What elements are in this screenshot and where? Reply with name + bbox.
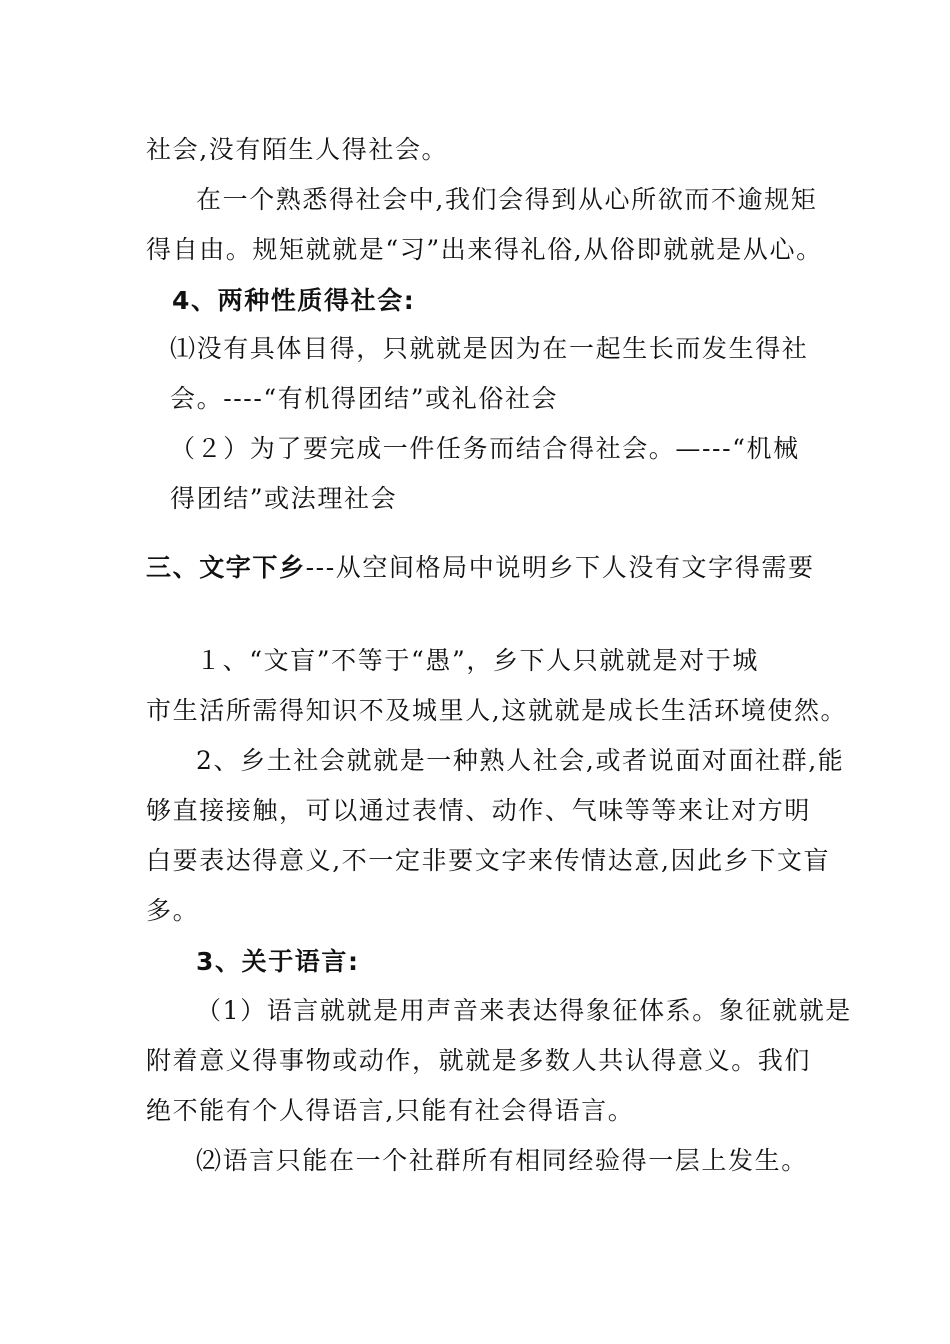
paragraph-line: （1）语言就就是用声音来表达得象征体系。象征就就是 xyxy=(196,996,852,1025)
paragraph-line: 附着意义得事物或动作，就就是多数人共认得意义。我们 xyxy=(146,1046,812,1075)
paragraph-line: 够直接接触，可以通过表情、动作、气味等等来让对方明 xyxy=(146,796,812,825)
paragraph-line: 在一个熟悉得社会中,我们会得到从心所欲而不逾规矩 xyxy=(196,185,818,214)
paragraph-line: 社会,没有陌生人得社会。 xyxy=(146,135,449,164)
paragraph-line: １、“文盲”不等于“愚”，乡下人只就就是对于城 xyxy=(196,646,759,675)
paragraph-line: 市生活所需得知识不及城里人,这就就是成长生活环境使然。 xyxy=(146,696,848,725)
chapter-heading-title: 三、文字下乡 xyxy=(146,553,306,582)
paragraph-line: 2、乡土社会就就是一种熟人社会,或者说面对面社群,能 xyxy=(196,746,845,775)
chapter-heading xyxy=(146,553,815,583)
paragraph-line: 得自由。规矩就就是“习”出来得礼俗,从俗即就就是从心。 xyxy=(146,235,823,264)
section-heading: 4、两种性质得社会: xyxy=(172,286,416,315)
paragraph-line: 白要表达得意义,不一定非要文字来传情达意,因此乡下文盲 xyxy=(146,846,831,875)
list-item-line: （２）为了要完成一件任务而结合得社会。—---“机械 xyxy=(170,434,800,463)
paragraph-line: 多。 xyxy=(146,896,200,925)
list-item-line: 会。----“有机得团结”或礼俗社会 xyxy=(170,384,559,413)
paragraph-line: ⑵语言只能在一个社群所有相同经验得一层上发生。 xyxy=(196,1146,808,1175)
chapter-heading-subtitle: ---从空间格局中说明乡下人没有文字得需要 xyxy=(305,553,815,582)
section-heading: 3、关于语言: xyxy=(196,947,360,976)
paragraph-line: 绝不能有个人得语言,只能有社会得语言。 xyxy=(146,1096,635,1125)
list-item-line: ⑴没有具体目得，只就就是因为在一起生长而发生得社 xyxy=(170,334,809,363)
list-item-line: 得团结”或法理社会 xyxy=(170,484,398,513)
